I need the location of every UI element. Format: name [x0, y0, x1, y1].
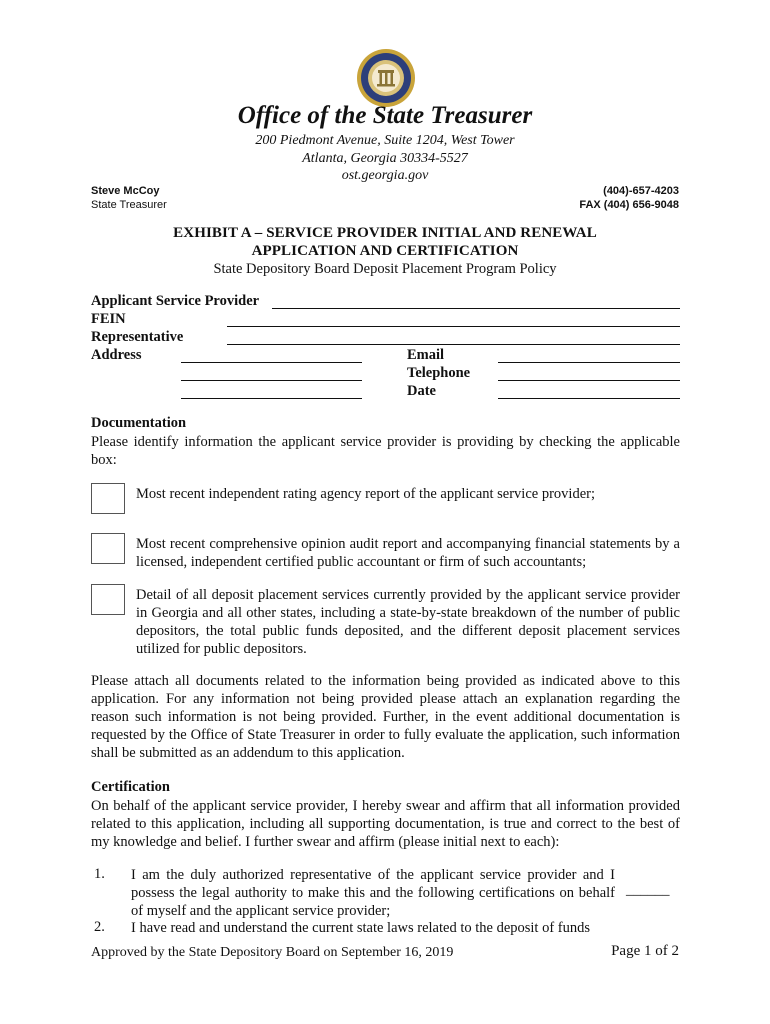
applicant-field[interactable] [272, 308, 680, 309]
documentation-intro: Please identify information the applicant service provider is providing by checking the applicable box: [91, 434, 680, 468]
representative-label: Representative [91, 329, 184, 345]
checkbox-deposit-detail[interactable] [91, 584, 125, 615]
cert-item-1-number: 1. [94, 866, 105, 882]
applicant-label: Applicant Service Provider [91, 293, 260, 309]
address-label: Address [91, 347, 142, 363]
cert-item-2-text: I have read and understand the current state laws related to the deposit of funds [131, 920, 591, 936]
treasurer-title: State Treasurer [91, 199, 167, 211]
cert-item-2-number: 2. [94, 919, 105, 935]
georgia-state-seal-icon [356, 48, 416, 108]
telephone-label: Telephone [407, 365, 471, 381]
email-label: Email [407, 347, 445, 363]
policy-subtitle: State Depository Board Deposit Placement Program Policy [213, 261, 557, 277]
phone-number: (404)-657-4203 [603, 185, 679, 197]
address-line-1: 200 Piedmont Avenue, Suite 1204, West Tower [255, 133, 515, 148]
address-field-line-1[interactable] [181, 362, 362, 363]
exhibit-title-line-1: EXHIBIT A – SERVICE PROVIDER INITIAL AND RENEWAL [173, 225, 597, 241]
date-label: Date [407, 383, 436, 399]
address-line-2: Atlanta, Georgia 30334-5527 [302, 151, 468, 166]
approval-footer: Approved by the State Depository Board on September 16, 2019 [91, 945, 454, 960]
exhibit-title-line-2: APPLICATION AND CERTIFICATION [251, 243, 519, 259]
documentation-heading: Documentation [91, 415, 187, 431]
fein-field[interactable] [227, 326, 680, 327]
website-text: ost.georgia.gov [341, 168, 429, 183]
address-field-line-3[interactable] [181, 398, 362, 399]
certification-heading: Certification [91, 779, 170, 795]
email-field[interactable] [498, 362, 680, 363]
page-number: Page 1 of 2 [611, 943, 679, 959]
office-title: Office of the State Treasurer [237, 102, 533, 129]
date-field[interactable] [498, 398, 680, 399]
cert-item-1-initial-field[interactable]: ______ [626, 882, 670, 898]
checkbox-audit-report[interactable] [91, 533, 125, 564]
option-rating-report: Most recent independent rating agency report of the applicant service provider; [136, 486, 595, 502]
cert-item-1-text: I am the duly authorized representative of the applicant service provider and I possess the legal authority to make this and the following certifications on behalf of myself and the applicant service provider; [131, 867, 615, 919]
checkbox-rating-report[interactable] [91, 483, 125, 514]
representative-field[interactable] [227, 344, 680, 345]
address-field-line-2[interactable] [181, 380, 362, 381]
option-deposit-detail: Detail of all deposit placement services currently provided by the applicant service provider in Georgia and all other states, including a state-by-state breakdown of the number of public depositors, the total public funds deposited, and the different deposit placement services utilized for public depositors. [136, 587, 680, 657]
certification-intro: On behalf of the applicant service provider, I hereby swear and affirm that all information provided related to this application, including all supporting documentation, is true and correct to the best of my knowledge and belief. I further swear and affirm (please initial next to each): [91, 798, 680, 850]
attach-instructions: Please attach all documents related to the information being provided as indicated above to this application. For any information not being provided please attach an explanation regarding the reason such information is not being provided. Further, in the event additional documentation is requested by the Office of State Treasurer in order to fully evaluate the application, such information shall be submitted as an addendum to this application. [91, 673, 680, 761]
treasurer-name: Steve McCoy [91, 185, 160, 197]
telephone-field[interactable] [498, 380, 680, 381]
fein-label: FEIN [91, 311, 126, 327]
option-audit-report: Most recent comprehensive opinion audit report and accompanying financial statements by a licensed, independent certified public accountant or firm of such accountants; [136, 536, 680, 570]
fax-number: FAX (404) 656-9048 [579, 199, 679, 211]
